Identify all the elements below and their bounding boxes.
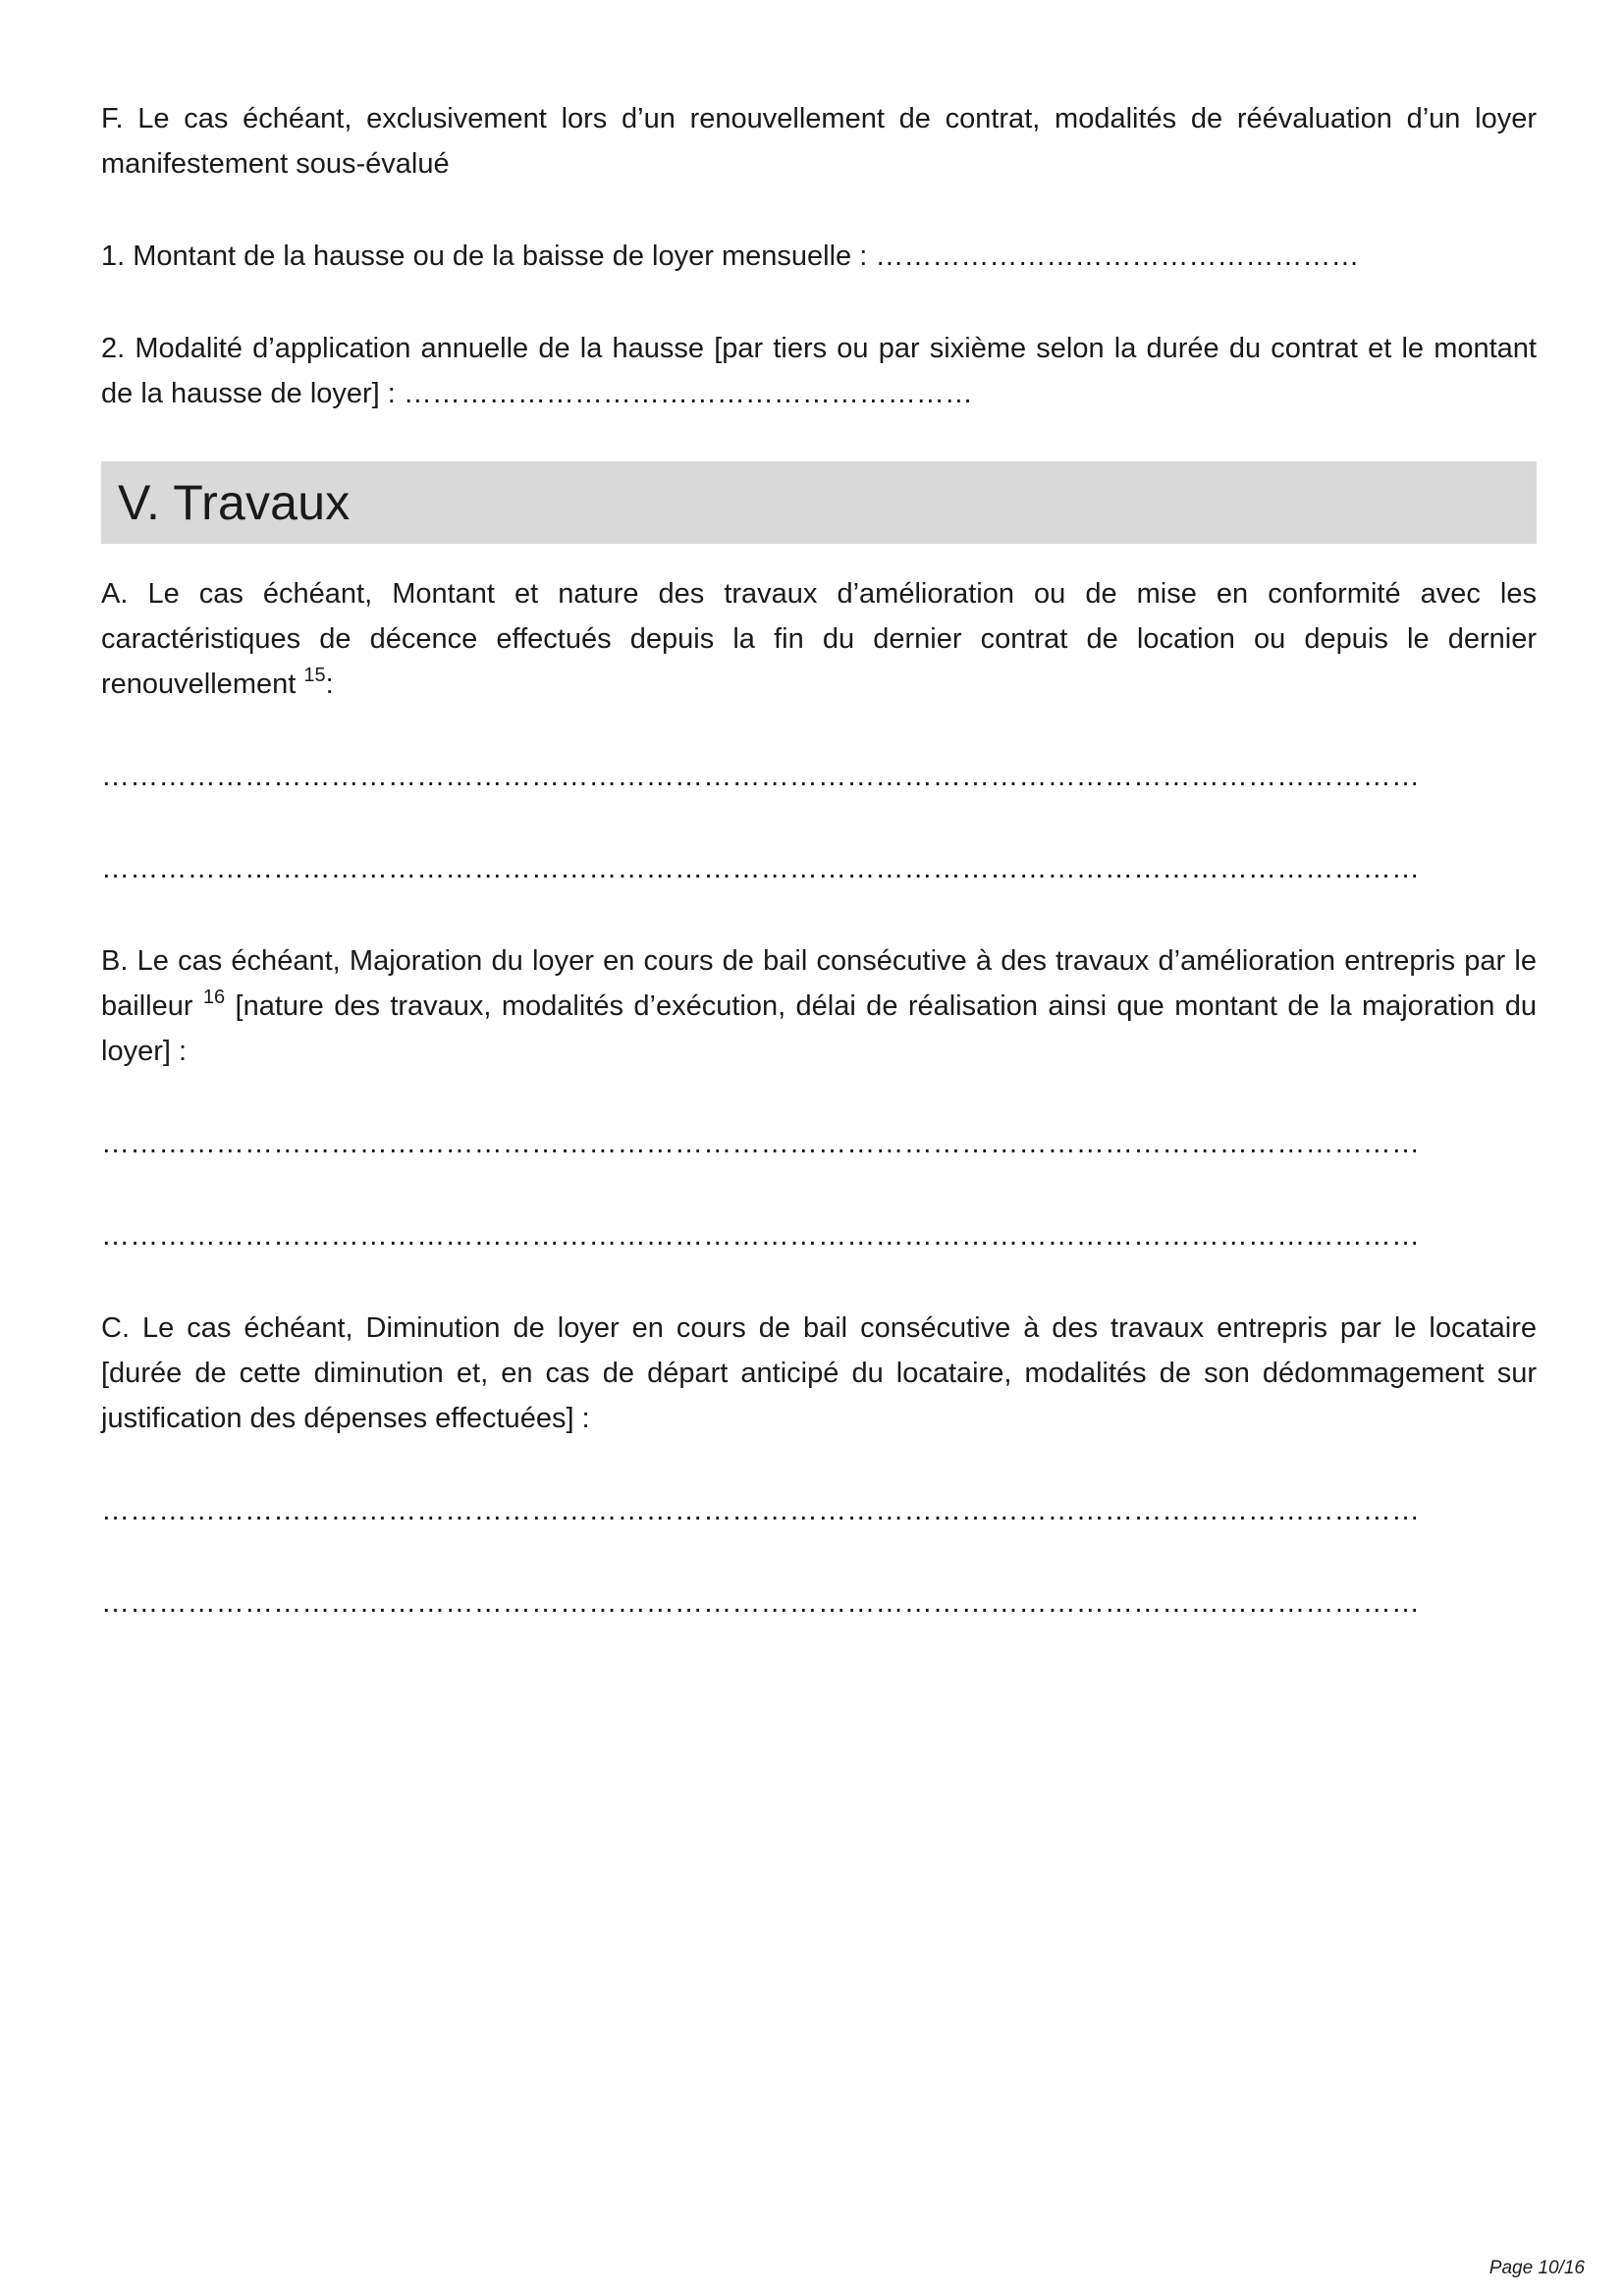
paragraph-a-suffix: : xyxy=(325,668,334,700)
fill-line-a-1: ………………………………………………………………………………………………………………………… xyxy=(101,761,1421,792)
section-v-title: V. Travaux xyxy=(118,475,351,530)
fill-line-b-1: ………………………………………………………………………………………………………………………… xyxy=(101,1128,1421,1159)
footnote-ref-15: 15 xyxy=(303,665,326,686)
fill-line-a-2: ………………………………………………………………………………………………………………………… xyxy=(101,853,1421,884)
section-f-item-1: 1. Montant de la hausse ou de la baisse de loyer mensuelle : …………………………………………… xyxy=(101,240,1360,272)
paragraph-a-text: A. Le cas échéant, Montant et nature des travaux d’amélioration ou de mise en conformité avec les caractéristiques de décence effectués depuis la fin du dernier contrat de location ou depuis le dernier renouvellement xyxy=(101,578,1537,700)
section-f-intro: F. Le cas échéant, exclusivement lors d’un renouvellement de contrat, modalités de réévaluation d’un loyer manifestement sous-évalué xyxy=(101,103,1537,180)
section-v-paragraph-a xyxy=(101,571,1537,707)
section-f-item-2: 2. Modalité d’application annuelle de la hausse [par tiers ou par sixième selon la durée du contrat et le montant de la hausse de loyer] : …………………………………………………… xyxy=(101,333,1537,409)
fill-line-c-2: ………………………………………………………………………………………………………………………… xyxy=(101,1587,1421,1619)
fill-line-c-1: ………………………………………………………………………………………………………………………… xyxy=(101,1495,1421,1526)
section-v-heading xyxy=(101,461,1537,544)
paragraph-b-text-before: B. Le cas échéant, Majoration du loyer en cours de bail consécutive à des travaux d’amélioration entrepris par le bailleur xyxy=(101,945,1537,1022)
page-content xyxy=(101,96,1537,1626)
section-v-paragraph-b xyxy=(101,938,1537,1074)
section-v-paragraph-c: C. Le cas échéant, Diminution de loyer en cours de bail consécutive à des travaux entrepris par le locataire [durée de cette diminution et, en cas de départ anticipé du locataire, modalités de son dédommagement sur justification des dépenses effectuées] : xyxy=(101,1312,1537,1434)
page-number: Page 10/16 xyxy=(1489,2258,1585,2278)
footnote-ref-16: 16 xyxy=(202,987,226,1008)
paragraph-b-text-after: [nature des travaux, modalités d’exécution, délai de réalisation ainsi que montant de la majoration du loyer] : xyxy=(101,990,1537,1067)
fill-line-b-2: ………………………………………………………………………………………………………………………… xyxy=(101,1220,1421,1252)
